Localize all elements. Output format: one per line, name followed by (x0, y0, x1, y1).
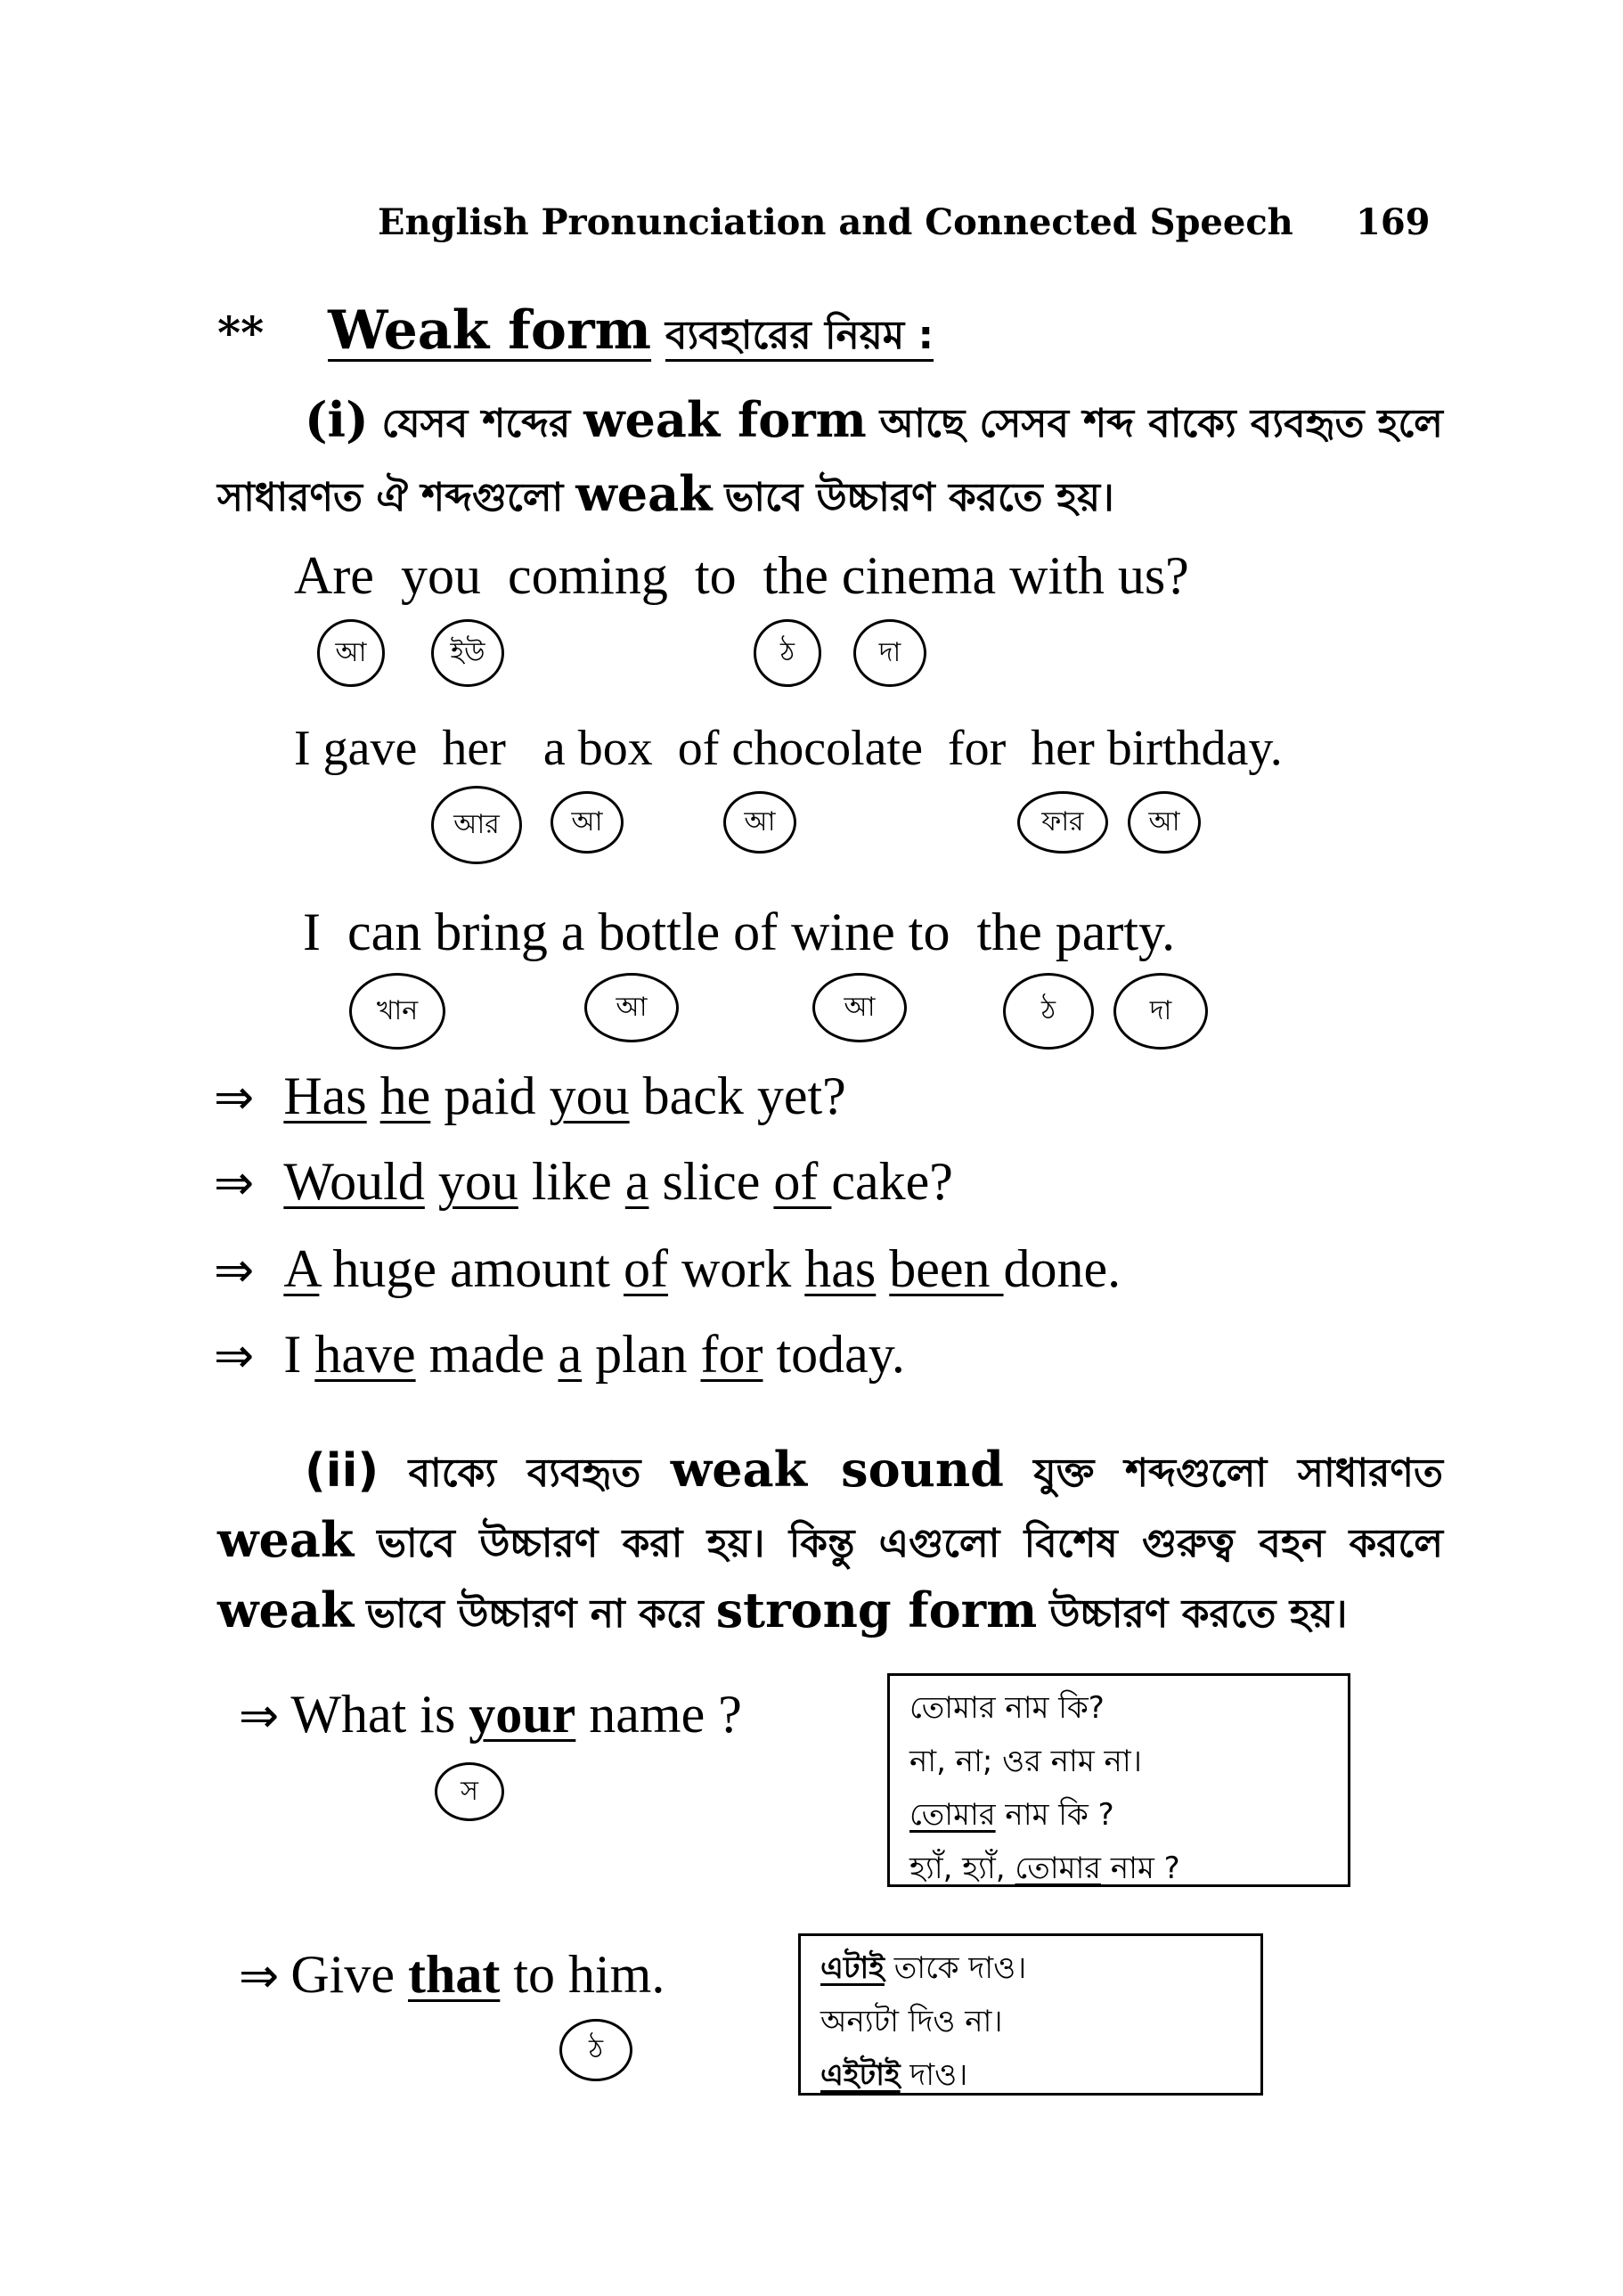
weak-word: Would (283, 1152, 425, 1211)
text: to him. (513, 1945, 665, 2004)
rule-one-text: হলে সাধারণত ঐ শব্দগুলো (217, 401, 1443, 520)
weak-word: been (889, 1239, 1004, 1298)
weak-word: Has (283, 1066, 367, 1125)
arrow-sentence-2 (214, 1151, 953, 1213)
text: done. (1003, 1239, 1121, 1298)
box-line: তাকে দাও। (884, 1950, 1027, 1986)
rule-one-term: weak (575, 465, 713, 522)
pronunciation-bubble: দা (853, 619, 926, 687)
pronunciation-bubble: ঠ (754, 619, 821, 687)
word: Are (294, 546, 374, 605)
box-line: নাম ? (1101, 1851, 1180, 1886)
arrow-icon: ⇒ (239, 1948, 280, 2004)
page-number: 169 (1356, 201, 1431, 243)
rule-one-text: আছে সেসব শব্দ বাক্যে ব্যবহৃত (879, 401, 1365, 446)
heading-title: Weak form (328, 299, 652, 362)
running-header: English Pronunciation and Connected Speech (378, 201, 1293, 243)
arrow-icon: ⇒ (239, 1687, 280, 1744)
arrow-icon: ⇒ (214, 1155, 255, 1211)
rule-two-term: weak (217, 1581, 355, 1638)
rule-two-term: weak sound (670, 1441, 1004, 1498)
rule-two-label: (ii) (305, 1444, 379, 1498)
explanation-box-1 (887, 1673, 1350, 1887)
box-line: দাও। (900, 2057, 968, 2093)
heading-stars: ** (217, 306, 265, 359)
word: the cinema with us? (763, 546, 1189, 605)
pronunciation-bubble: আ (723, 791, 796, 854)
pronunciation-bubble: আর (431, 786, 522, 864)
arrow-icon: ⇒ (214, 1328, 255, 1384)
text: I (283, 1325, 315, 1384)
explanation-box-2 (798, 1933, 1263, 2096)
weak-word: a (558, 1325, 583, 1384)
example-sentence-3 (303, 902, 1175, 963)
rule-two-text: ভাবে উচ্চারণ করা হয়। কিন্তু এগুলো বিশেষ গুরুত্ব বহন করলে (377, 1521, 1443, 1566)
strong-example-2 (239, 1944, 665, 2006)
text: slice (648, 1152, 774, 1211)
box-line: তোমার নাম কি? (909, 1690, 1105, 1726)
text (876, 1239, 889, 1298)
word: I gave (294, 721, 418, 776)
section-heading (217, 299, 934, 371)
rule-two-text: বাক্যে ব্যবহৃত (408, 1450, 641, 1496)
text: paid (430, 1066, 550, 1125)
text: like (518, 1152, 625, 1211)
pronunciation-bubble: দা (1113, 973, 1208, 1050)
word: her (442, 721, 506, 776)
pronunciation-bubble: ইউ (431, 619, 504, 687)
rule-two-text: উচ্চারণ করতে হয়। (1049, 1591, 1348, 1637)
word: coming (507, 546, 668, 605)
text: plan (582, 1325, 701, 1384)
arrow-icon: ⇒ (214, 1069, 255, 1125)
rule-two-term: strong form (715, 1581, 1038, 1638)
pronunciation-bubble: আ (551, 791, 624, 854)
example-sentence-1 (294, 545, 1189, 607)
pronunciation-bubble: খান (349, 973, 445, 1050)
box-line: হ্যাঁ, হ্যাঁ, (909, 1851, 1015, 1886)
weak-word: you (549, 1066, 630, 1125)
pronunciation-bubble: আ (584, 973, 679, 1042)
word: to (694, 546, 737, 605)
arrow-icon: ⇒ (214, 1242, 255, 1298)
text: What is (290, 1685, 456, 1744)
strong-word: your (469, 1685, 576, 1744)
heading-title-bn: ব্যবহারের নিয়ম : (665, 313, 934, 358)
rule-one-text: ভাবে উচ্চারণ করতে হয়। (724, 475, 1114, 520)
box-line: অন্যটা দিও না। (820, 2004, 1003, 2039)
weak-word: of (773, 1152, 832, 1211)
weak-word: of (623, 1239, 668, 1298)
weak-word: A (283, 1239, 320, 1298)
pronunciation-bubble: ঠ (1003, 973, 1094, 1050)
word: the party. (976, 903, 1176, 961)
pronunciation-bubble: স (435, 1762, 504, 1821)
text: today. (763, 1325, 905, 1384)
pronunciation-bubble: আ (812, 973, 907, 1042)
arrow-sentence-3 (214, 1238, 1121, 1300)
text: cake? (831, 1152, 953, 1211)
weak-word: for (700, 1325, 763, 1384)
rule-one-label: (i) (305, 391, 369, 448)
weak-word: he (379, 1066, 431, 1125)
word: of chocolate (677, 721, 923, 776)
pronunciation-bubble: ফার (1017, 791, 1108, 854)
weak-word: have (314, 1325, 416, 1384)
word: a box (542, 721, 653, 776)
box-emphasis: এটাই (820, 1950, 885, 1986)
strong-example-1 (239, 1684, 742, 1745)
word: I (303, 903, 321, 961)
word: you (400, 546, 481, 605)
text: name ? (589, 1685, 742, 1744)
arrow-sentence-4 (214, 1324, 905, 1385)
box-line: নাম কি ? (995, 1797, 1114, 1833)
text (367, 1066, 380, 1125)
word: for (947, 721, 1007, 776)
rule-one-term: weak form (583, 391, 867, 448)
pronunciation-bubble: ঠ (559, 2019, 632, 2081)
pronunciation-bubble: আ (1128, 791, 1201, 854)
rule-two-text: যুক্ত শব্দগুলো সাধারণত (1033, 1450, 1443, 1496)
text: huge amount (319, 1239, 624, 1298)
box-emphasis: তোমার (909, 1797, 996, 1833)
text: made (415, 1325, 559, 1384)
arrow-sentence-1 (214, 1066, 846, 1127)
weak-word: has (804, 1239, 877, 1298)
rule-two-paragraph (217, 1436, 1443, 1647)
weak-word: a (624, 1152, 649, 1211)
pronunciation-bubble: আ (317, 619, 385, 687)
rule-one-text: যেসব শব্দের (381, 401, 571, 446)
box-emphasis: তোমার (1015, 1851, 1102, 1886)
example-sentence-2 (294, 720, 1283, 777)
text: work (667, 1239, 805, 1298)
word: can bring a bottle of wine to (347, 903, 950, 961)
rule-one-paragraph (217, 385, 1443, 533)
weak-word: you (437, 1152, 518, 1211)
word: her birthday. (1031, 721, 1283, 776)
box-emphasis: এইটাই (820, 2057, 901, 2093)
rule-two-term: weak (217, 1511, 355, 1568)
box-line: না, না; ওর নাম না। (909, 1744, 1142, 1779)
strong-word: that (407, 1945, 501, 2004)
rule-two-text: ভাবে উচ্চারণ না করে (366, 1591, 704, 1637)
text (425, 1152, 438, 1211)
text: back yet? (629, 1066, 846, 1125)
text: Give (290, 1945, 395, 2004)
